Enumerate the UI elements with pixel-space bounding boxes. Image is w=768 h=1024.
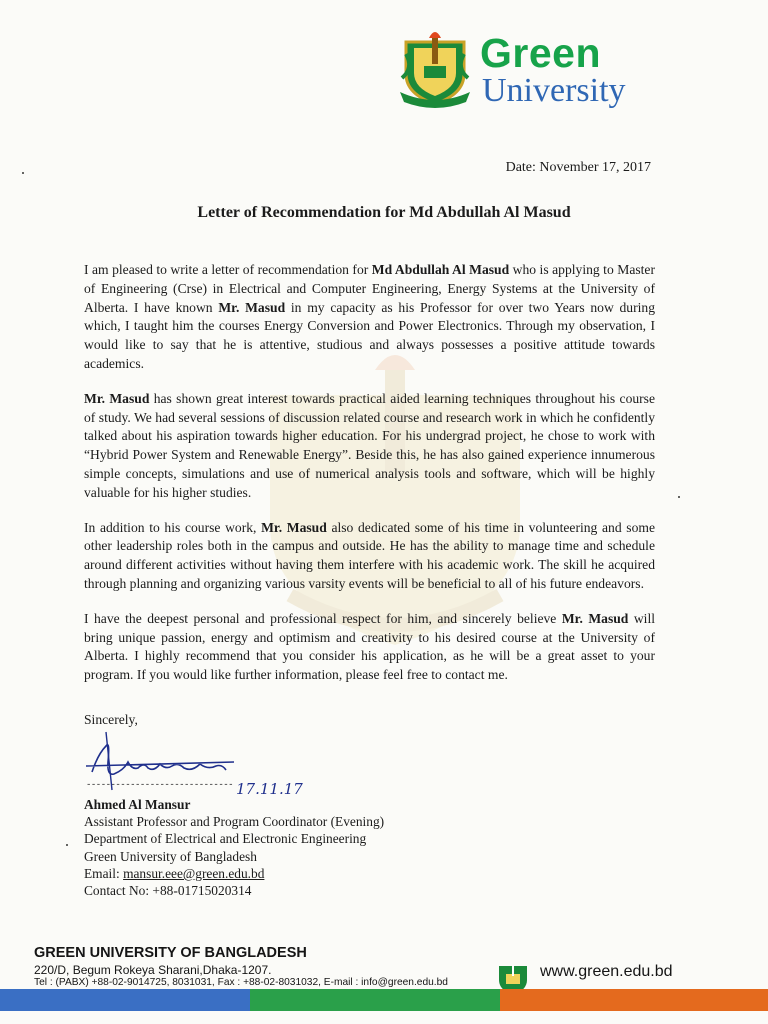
email-link[interactable]: mansur.eee@green.edu.bd (123, 865, 265, 881)
paragraph-text: I have the deepest personal and professional respect for him, and sincerely believe (84, 610, 562, 626)
scan-speck (22, 172, 24, 174)
paragraph-text: who is applying to Master of Engineering (Crse) in Electrical and Computer Engineering, Energy Systems at the University of Alberta. I have known (84, 262, 655, 315)
logo-word-university: University (482, 72, 626, 109)
body-paragraph (84, 519, 655, 594)
body-paragraph (84, 390, 655, 503)
closing: Sincerely, (84, 712, 138, 727)
letter-title: Letter of Recommendation for Md Abdullah Al Masud (197, 204, 571, 221)
footer-contact-line: Tel : (PABX) +88-02-9014725, 8031031, Fax : +88-02-8031032, E-mail : info@green.edu.bd (34, 977, 448, 988)
bold-name-text: Mr. Masud (218, 299, 286, 315)
university-crest-icon (396, 28, 474, 108)
letter-body (84, 261, 655, 701)
footer-org-name: GREEN UNIVERSITY OF BANGLADESH (34, 945, 307, 961)
signer-block (84, 796, 384, 899)
paragraph-text: also dedicated some of his time in volunteering and some other leadership roles both in the campus and outside. He has the ability to manage time and schedule around different activities without having them interfere with his academic work. The skill he acquired through planning and organizing various varsity events will be beneficial to all of his future endeavors. (84, 519, 655, 591)
footer-stripe-blue (0, 989, 250, 1011)
scan-speck (678, 496, 680, 498)
logo-word-green: Green (480, 30, 601, 76)
paragraph-text: has shown great interest towards practical aided learning techniques throughout his course of study. We had several sessions of discussion related course and research work in which he confidently talked about his aspiration towards higher education. For his undergrad project, he chose to work with “Hybrid Power System and Renewable Energy”. Beside this, he has also gained experience innumerous simple concepts, simulations and use of numerical analysis tools and software, which will be highly valuable for his higher studies. (84, 390, 656, 500)
footer-address: 220/D, Begum Rokeya Sharani,Dhaka-1207. (34, 963, 272, 977)
signer-email-line (84, 865, 384, 882)
email-label: Email: (84, 865, 124, 881)
letter-date: Date: November 17, 2017 (505, 160, 651, 175)
signer-name: Ahmed Al Mansur (84, 797, 191, 812)
bold-name-text: Mr. Masud (261, 519, 327, 535)
scan-speck (66, 844, 68, 846)
paragraph-text: In addition to his course work, (84, 519, 262, 535)
footer-stripe-green (250, 989, 500, 1011)
bold-name-text: Mr. Masud (84, 390, 150, 406)
body-paragraph (84, 610, 655, 685)
footer-stripe-orange (500, 989, 768, 1011)
paragraph-text: will bring unique passion, energy and optimism and creativity to his desired course at the University of Alberta. I highly recommend that you consider his application, as he will be a great asset to your program. If you would like further information, please feel free to contact me. (84, 610, 656, 683)
signer-university: Green University of Bangladesh (84, 848, 257, 864)
signer-department: Department of Electrical and Electronic Engineering (84, 831, 367, 847)
bold-name-text: Md Abdullah Al Masud (371, 262, 510, 277)
paragraph-text: in my capacity as his Professor for over two Years now during which, I taught him the courses Energy Conversion and Power Electronics. Through my observation, I would like to say that he is attentive, studious and always possesses a positive attitude towards academics. (84, 299, 656, 371)
signature-date: 17.11.17 (236, 780, 303, 798)
footer-website-link[interactable]: www.green.edu.bd (540, 963, 673, 980)
university-logo (396, 28, 668, 110)
body-paragraph (84, 261, 655, 374)
signer-position: Assistant Professor and Program Coordinator (Evening) (84, 814, 385, 830)
handwritten-signature (84, 724, 314, 804)
paragraph-text: I am pleased to write a letter of recommendation for (84, 262, 372, 277)
signer-contact: Contact No: +88-01715020314 (84, 883, 252, 899)
signature-line: ------------------------------ (86, 780, 234, 790)
bold-name-text: Mr. Masud (561, 610, 629, 626)
